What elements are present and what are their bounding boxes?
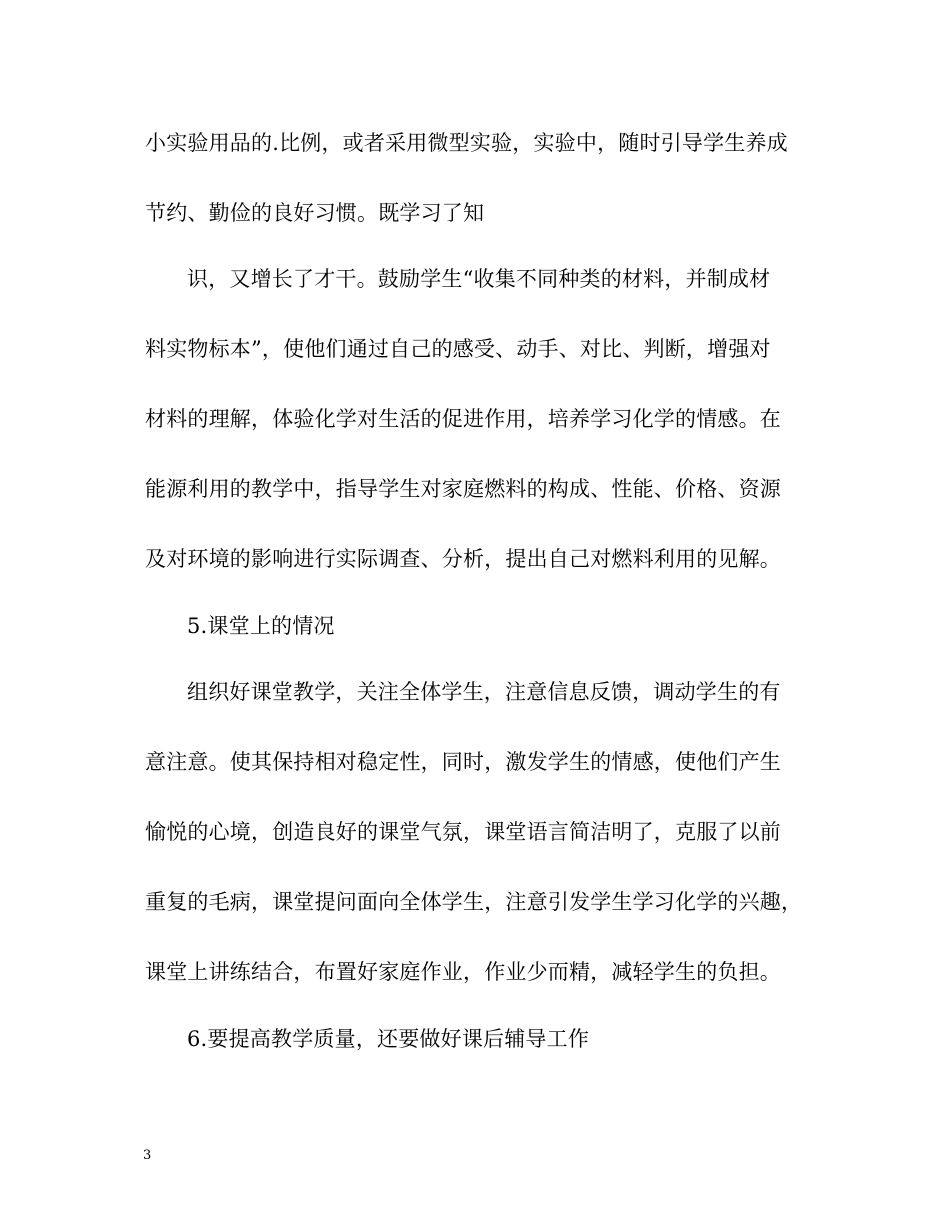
section-heading: 6.要提高教学质量，还要做好课后辅导工作 (187, 1027, 590, 1051)
text-line: 愉悦的心境，创造良好的课堂气氛，课堂语言简洁明了，克服了以前 (145, 820, 781, 844)
text-line: 重复的毛病，课堂提问面向全体学生，注意引发学生学习化学的兴趣， (145, 890, 803, 914)
text-line: 节约、勤俭的良好习惯。既学习了知 (145, 201, 485, 225)
text-line: 组织好课堂教学，关注全体学生，注意信息反馈，调动学生的有 (187, 680, 781, 704)
text-line: 材料的理解，体验化学对生活的促进作用，培养学习化学的情感。在 (145, 407, 781, 431)
text-line: 课堂上讲练结合，布置好家庭作业，作业少而精，减轻学生的负担。 (145, 960, 781, 984)
text-line: 意注意。使其保持相对稳定性，同时，激发学生的情感，使他们产生 (145, 750, 781, 774)
text-line: 小实验用品的.比例，或者采用微型实验，实验中，随时引导学生养成 (145, 131, 788, 155)
text-line: 识，又增长了才干。鼓励学生“收集不同种类的材料，并制成材 (187, 267, 771, 291)
text-line: 及对环境的影响进行实际调查、分析，提出自己对燃料利用的见解。 (145, 547, 781, 571)
page-number: 3 (143, 1148, 152, 1163)
text-line: 能源利用的教学中，指导学生对家庭燃料的构成、性能、价格、资源 (145, 477, 781, 501)
text-line: 料实物标本”，使他们通过自己的感受、动手、对比、判断，增强对 (145, 337, 771, 361)
section-heading: 5.课堂上的情况 (187, 614, 335, 638)
